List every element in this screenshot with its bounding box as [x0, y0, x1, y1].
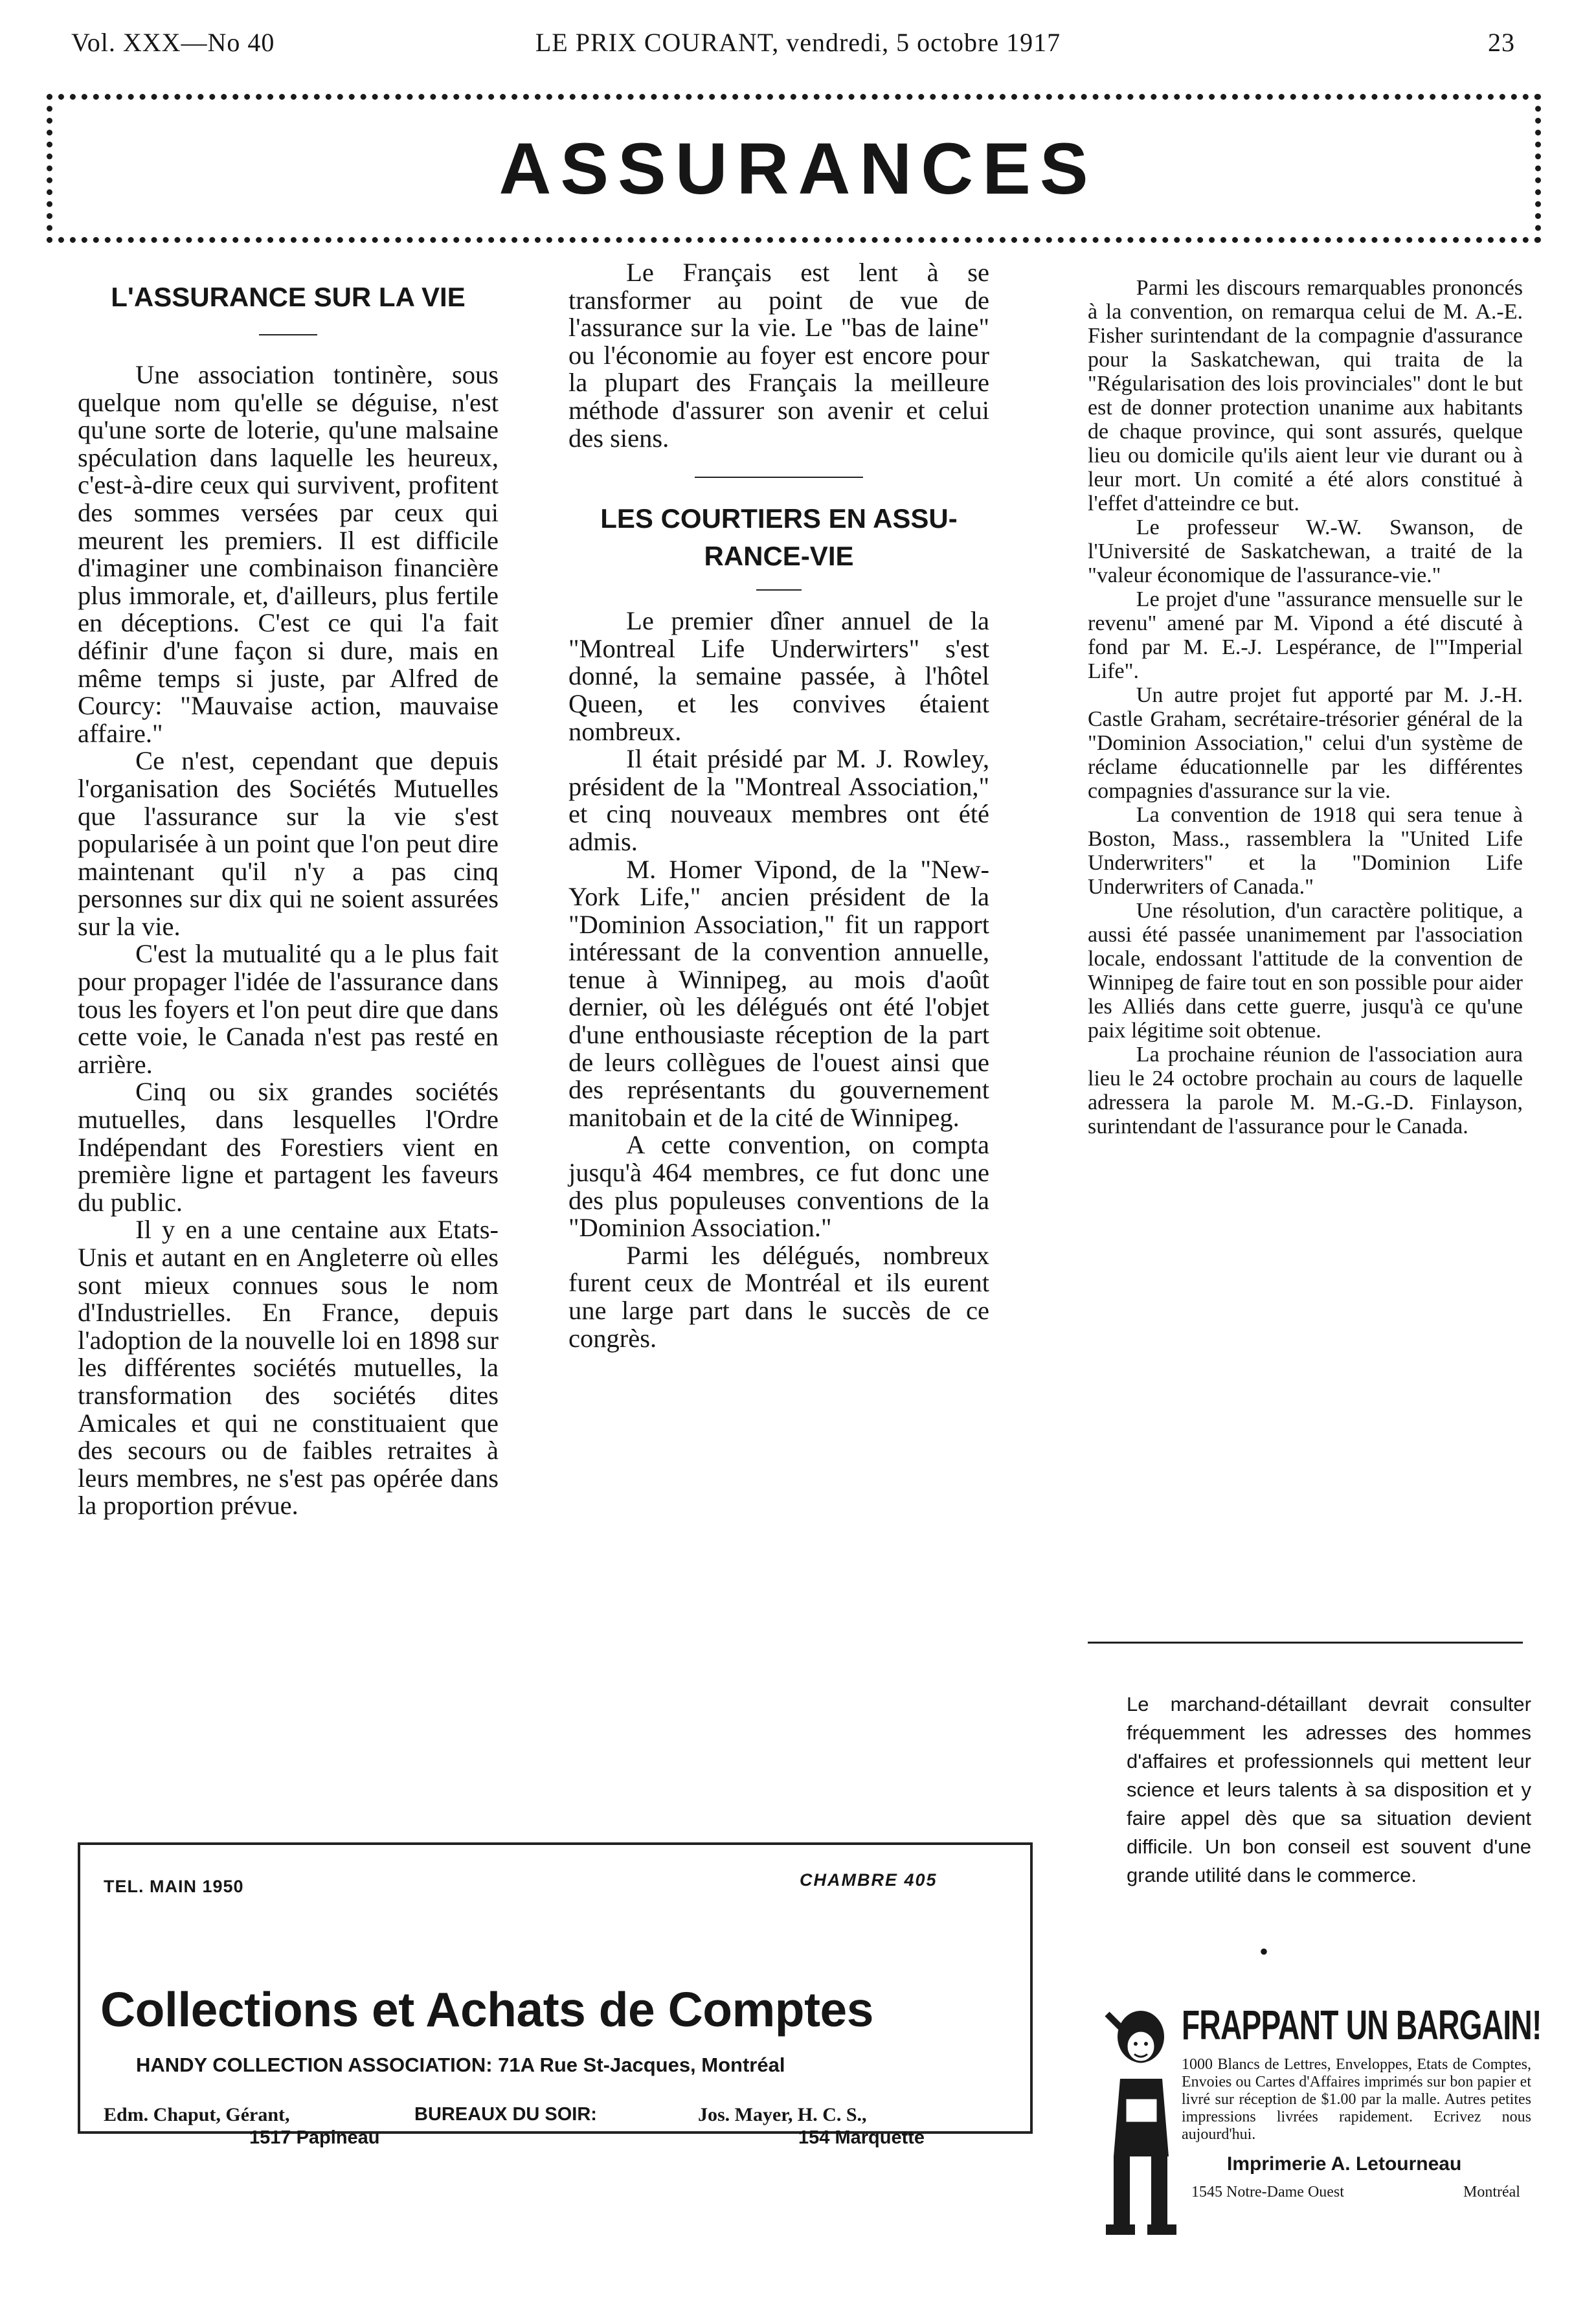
ad-room-number: CHAMBRE 405	[800, 1870, 938, 1890]
bargain-address: 1545 Notre-Dame Ouest	[1191, 2184, 1344, 2201]
article2-paragraph: La prochaine réunion de l'association aura lieu le 24 octobre prochain au cours de laquelle adressera la parole M. M.-G.-D. Finlayson, surintendant de l'assurance pour le Canada.	[1088, 1043, 1523, 1138]
running-head-publication: LE PRIX COURANT, vendredi, 5 octobre 1917	[535, 28, 1061, 57]
page-number: 23	[1488, 28, 1515, 57]
article-column-3	[1088, 276, 1523, 1138]
section-banner-title: ASSURANCES	[499, 128, 1097, 209]
notice-rule	[1088, 1642, 1523, 1644]
ad-telephone: TEL. MAIN 1950	[104, 1877, 244, 1896]
merchant-notice: Le marchand-détaillant devrait consulter fréquemment les adresses des hommes d'affaires et professionnels qui mettent leur science et leurs talents à sa disposition et y faire appel dès que sa situation devient difficile. Un bon conseil est souvent d'une grande utilité dans le commerce.	[1127, 1693, 1531, 1886]
article-column-2	[568, 259, 989, 1352]
ad-manager-name: Edm. Chaput, Gérant,	[104, 2104, 290, 2125]
article2-paragraph: Une résolution, d'un caractère politique, a aussi été passée unanimement par l'association locale, endossant l'attitude de la convention de Winnipeg de faire tout en son possible pour aider les Alliés dans cette guerre, jusqu'à ce qu'une paix légitime soit obtenue.	[1088, 899, 1523, 1043]
ad-manager-address: 1517 Papineau	[249, 2127, 380, 2148]
article2-paragraph: Il était présidé par M. J. Rowley, président de la "Montreal Association," et cinq nouveaux membres ont été admis.	[568, 744, 989, 856]
article2-paragraph: Le projet d'une "assurance mensuelle sur le revenu" amené par M. Vipond a été discuté à fond par M. E.-J. Lespérance, de l'"Imperial Life".	[1088, 587, 1523, 683]
article2-paragraph: M. Homer Vipond, de la "New-York Life," ancien président de la "Dominion Association," fit un rapport intéressant de la convention annuelle, tenue à Winnipeg, au mois d'août dernier, où les délégués ont été l'objet d'une enthousiaste réception de la part de leurs collègues de l'ouest ainsi que des représentants du gouvernement manitobain et de la cité de Winnipeg.	[568, 854, 989, 1132]
running-head-volume: Vol. XXX—No 40	[71, 28, 275, 57]
ad-contact-name: Jos. Mayer, H. C. S.,	[698, 2104, 867, 2125]
article2-paragraph: La convention de 1918 qui sera tenue à Boston, Mass., rassemblera la "United Life Underwriters" et la "Dominion Life Underwriters of Canada."	[1088, 803, 1523, 899]
article1-paragraph: Il y en a une centaine aux Etats-Unis et autant en en Angleterre où elles sont mieux connues sous le nom d'Industrielles. En France, depuis l'adoption de la nouvelle loi en 1898 sur les différentes sociétés mutuelles, la transformation des sociétés dites Amicales et qui ne constituaient que des secours ou de faibles retraites à leurs membres, ne s'est pas opérée dans la proportion prévue.	[78, 1215, 499, 1521]
separator-dot: •	[1259, 1937, 1269, 1966]
article1-heading: L'ASSURANCE SUR LA VIE	[111, 282, 466, 312]
ad-evening-office-label: BUREAUX DU SOIR:	[414, 2104, 597, 2125]
ad-title: Collections et Achats de Comptes	[100, 1982, 873, 2037]
ad-association: HANDY COLLECTION ASSOCIATION: 71A Rue St-Jacques, Montréal	[136, 2053, 785, 2076]
bargain-body: 1000 Blancs de Lettres, Enveloppes, Etats de Comptes, Envoies ou Cartes d'Affaires imprimés sur bon papier et livré sur réception de $1.00 par la malle. Autres petites impressions livrées rapidement. Ecrivez nous aujourd'hui.	[1182, 2056, 1531, 2143]
article1-paragraph-continued: Le Français est lent à se transformer au point de vue de l'assurance sur la vie. Le "bas de laine" ou l'économie au foyer est encore pour la plupart des Français la meilleure méthode d'assurer son avenir et celui des siens.	[568, 258, 989, 453]
bargain-shop-name: Imprimerie A. Letourneau	[1227, 2153, 1462, 2175]
article1-paragraph: Une association tontinère, sous quelque nom qu'elle se déguise, n'est qu'une sorte de loterie, qu'une malsaine spéculation dans laquelle les heureux, c'est-à-dire ceux qui survivent, profitent des sommes versées par ceux qui meurent les premiers. Il est difficile d'imaginer une combinaison financière plus immorale, et, d'ailleurs, plus fertile en déceptions. C'est ce qui l'a fait définir d'une façon si dure, mais en même temps si juste, par Alfred de Courcy: "Mauvaise action, mauvaise affaire."	[78, 360, 499, 748]
ad-contact-address: 154 Marquette	[798, 2127, 925, 2148]
article1-paragraph: Cinq ou six grandes sociétés mutuelles, dans lesquelles l'Ordre Indépendant des Forestiers vient en première ligne et partagent les faveurs du public.	[78, 1077, 499, 1217]
article1-paragraph: Ce n'est, cependant que depuis l'organisation des Sociétés Mutuelles que l'assurance sur la vie s'est popularisée à un point que l'on peut dire maintenant qu'il n'y a pas cinq personnes sur dix qui ne soient assurées sur la vie.	[78, 746, 499, 941]
article-column-1	[78, 282, 499, 1521]
article1-paragraph: C'est la mutualité qu a le plus fait pour propager l'idée de l'assurance dans tous les foyers et l'on peut dire que dans cette voie, le Canada n'est pas resté en arrière.	[78, 939, 499, 1079]
article2-heading-line1: LES COURTIERS EN ASSU-	[600, 503, 958, 534]
heading-rule	[756, 589, 802, 591]
bargain-title: FRAPPANT UN BARGAIN!	[1182, 2002, 1542, 2048]
newsboy-illustration	[1094, 2001, 1185, 2247]
heading-rule	[259, 334, 317, 335]
article2-paragraph: A cette convention, on compta jusqu'à 464 membres, ce fut donc une des plus populeuses conventions de la "Dominion Association."	[568, 1130, 989, 1243]
article2-paragraph: Le professeur W.-W. Swanson, de l'Université de Saskatchewan, a traité de la "valeur économique de l'assurance-vie."	[1088, 515, 1523, 587]
article2-paragraph: Parmi les délégués, nombreux furent ceux de Montréal et ils eurent une large part dans le succès de ce congrès.	[568, 1240, 989, 1353]
article2-paragraph: Le premier dîner annuel de la "Montreal Life Underwirters" s'est donné, la semaine passée, à l'hôtel Queen, et les convives étaient nombreux.	[568, 606, 989, 746]
article2-heading-line2: RANCE-VIE	[704, 541, 854, 572]
article2-paragraph: Un autre projet fut apporté par M. J.-H. Castle Graham, secrétaire-trésorier général de la "Dominion Association," celui d'un système de réclame éducationnelle par les différentes compagnies d'assurance sur la vie.	[1088, 683, 1523, 803]
bargain-city: Montréal	[1463, 2184, 1520, 2201]
article2-paragraph: Parmi les discours remarquables prononcés à la convention, on remarqua celui de M. A.-E. Fisher surintendant de la compagnie d'assurance pour la Saskatchewan, qui traita de la "Régularisation des lois provinciales" dont le but est de donner protection unanime aux habitants de chaque province, qui sont assurés, quelque lieu ou domicile qu'ils aient leur vie durant ou à leur mort. Un comité a été alors constitué à l'effet d'atteindre ce but.	[1088, 276, 1523, 515]
column-divider	[695, 477, 863, 478]
